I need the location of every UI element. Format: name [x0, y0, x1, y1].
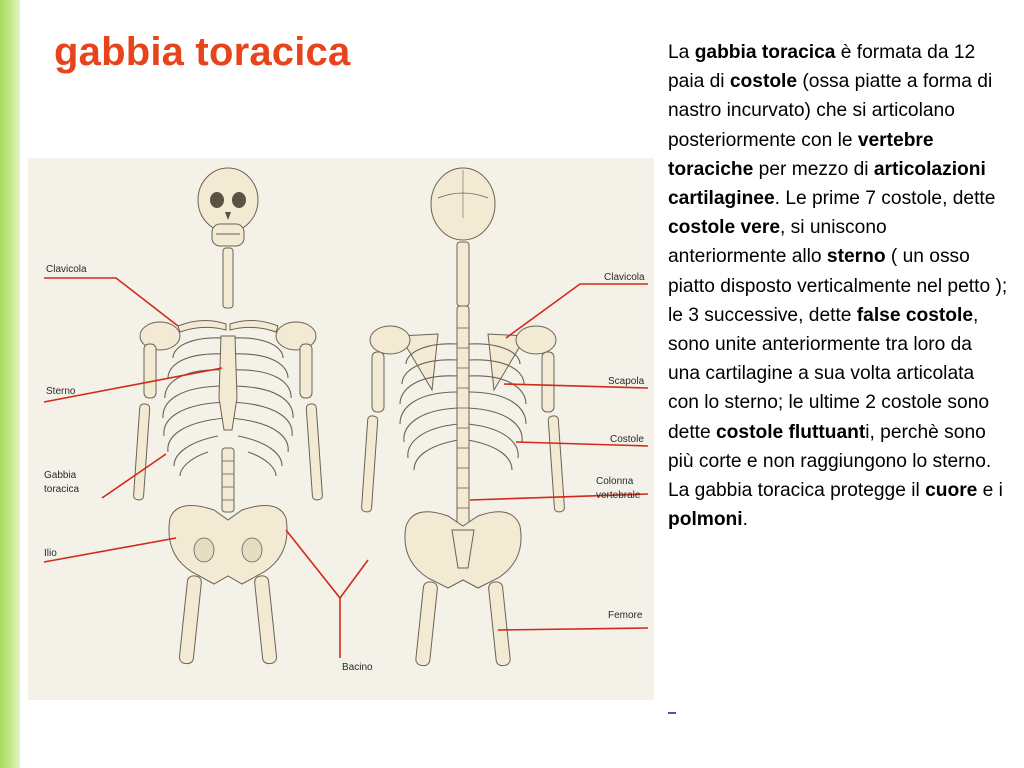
label-scapola: Scapola — [608, 376, 645, 387]
text-run: (ossa piatte a forma di nastro incurvato) che si articolano posteriormente con le — [668, 71, 993, 151]
term-sterno: sterno — [826, 246, 886, 268]
label-ilio: Ilio — [44, 548, 57, 559]
term-costole-vere: costole vere — [668, 217, 780, 239]
label-sterno: Sterno — [46, 386, 76, 397]
slide-title: gabbia toracica — [54, 30, 351, 74]
back-femur-right — [488, 581, 511, 666]
label-colonna-line1: Colonna — [596, 476, 634, 487]
pointer-clavicola-left — [44, 278, 178, 326]
term-costole: costole — [729, 71, 798, 93]
label-gabbia-line1: Gabbia — [44, 470, 77, 481]
text-run: è formata da 12 paia di — [668, 42, 976, 93]
term-articolazioni-cartilaginee: articolazioni cartilaginee — [668, 158, 986, 210]
front-femur-left — [179, 575, 202, 664]
text-run: , si uniscono anteriormente allo — [668, 217, 887, 268]
text-run: . — [742, 509, 748, 531]
pointer-bacino-a — [286, 530, 368, 598]
front-skull — [198, 168, 258, 232]
front-pelvis — [169, 506, 287, 585]
term-polmoni: polmoni — [668, 509, 743, 531]
label-costole: Costole — [610, 434, 644, 445]
text-run: per mezzo di — [753, 158, 874, 180]
back-femur-left — [415, 581, 438, 666]
description-paragraph — [668, 38, 1008, 534]
text-run: . Le prime 7 costole, dette — [774, 188, 996, 210]
green-accent-bar — [0, 0, 20, 768]
pointer-ilio — [44, 538, 176, 562]
term-false-costole: false costole — [856, 304, 974, 326]
front-eye-socket-right — [232, 192, 246, 208]
front-eye-socket-left — [210, 192, 224, 208]
label-femore: Femore — [608, 610, 643, 621]
skeleton-illustration — [28, 158, 654, 700]
front-lumbar-spine — [222, 448, 234, 512]
front-sternum — [219, 336, 237, 430]
text-run: La — [668, 42, 695, 63]
back-cervical-spine — [457, 242, 469, 306]
front-humerus-right — [300, 344, 312, 398]
back-shoulder-right — [516, 326, 556, 354]
front-clavicle-right — [230, 320, 278, 332]
front-cervical-spine — [223, 248, 233, 308]
front-humerus-left — [144, 344, 156, 398]
front-jaw — [212, 224, 244, 246]
front-clavicle-left — [178, 320, 226, 332]
text-run: i, perchè sono più corte e non raggiungono lo sterno. La gabbia toracica protegge il — [668, 421, 992, 502]
front-skeleton — [133, 168, 322, 664]
text-run: e i — [977, 480, 1003, 502]
text-run: ( un osso piatto disposto verticalmente nel petto ); le 3 successive, dette — [668, 246, 1008, 326]
label-bacino: Bacino — [342, 662, 373, 673]
text-run: , sono unite anteriormente tra loro da una cartilagine a sua volta articolata con lo sterno; le ultime 2 costole sono dette — [668, 304, 990, 443]
pointer-femore — [498, 628, 648, 630]
back-spine — [457, 306, 469, 526]
label-clavicola-right: Clavicola — [604, 272, 645, 283]
label-clavicola-left: Clavicola — [46, 264, 87, 275]
skeleton-svg — [28, 158, 654, 700]
back-shoulder-left — [370, 326, 410, 354]
link-marker[interactable] — [668, 712, 676, 714]
front-femur-right — [254, 575, 277, 664]
label-colonna-line2: vertebrale — [596, 490, 641, 501]
term-cuore: cuore — [925, 480, 978, 502]
back-skeleton — [361, 168, 564, 666]
term-gabbia-toracica: gabbia toracica — [694, 42, 836, 63]
term-costole-fluttuanti: costole fluttuant — [716, 421, 866, 443]
label-gabbia-line2: toracica — [44, 484, 80, 495]
term-vertebre-toraciche: vertebre toraciche — [668, 129, 934, 180]
